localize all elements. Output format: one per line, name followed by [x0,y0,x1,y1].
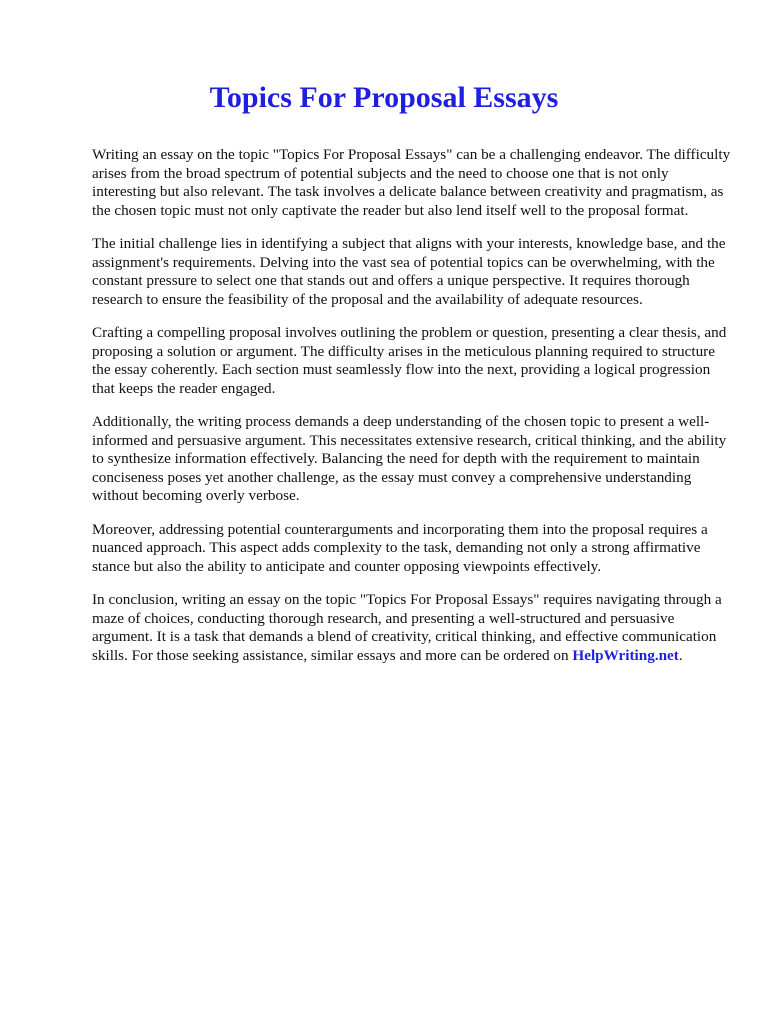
helpwriting-link[interactable]: HelpWriting.net [572,646,679,664]
paragraph-3: Crafting a compelling proposal involves outlining the problem or question, presenting a clear thesis, and proposing a solution or argument. The difficulty arises in the meticulous planning required to structure the essay coherently. Each section must seamlessly flow into the next, providing a logical progression that keeps the reader engaged. [92,324,727,397]
paragraph-4: Additionally, the writing process demands a deep understanding of the chosen topic to present a well-informed and persuasive argument. This necessitates extensive research, critical thinking, and the ability to synthesize information effectively. Balancing the need for depth with the requirement to maintain conciseness poses yet another challenge, as the essay must convey a comprehensive understanding without becoming overly verbose. [92,413,727,504]
document-body [92,146,732,680]
paragraph-2: The initial challenge lies in identifying a subject that aligns with your interests, knowledge base, and the assignment's requirements. Delving into the vast sea of potential topics can be overwhelming, with the constant pressure to select one that stands out and offers a unique perspective. It requires thorough research to ensure the feasibility of the proposal and the availability of adequate resources. [92,235,726,308]
paragraph-1: Writing an essay on the topic "Topics For Proposal Essays" can be a challenging endeavor. The difficulty arises from the broad spectrum of potential subjects and the need to choose one that is not only interesting but also relevant. The task involves a delicate balance between creativity and pragmatism, as the chosen topic must not only captivate the reader but also lend itself well to the proposal format. [92,146,731,219]
paragraph-conclusion [92,591,732,665]
conclusion-trailing: . [678,646,683,664]
paragraph-5: Moreover, addressing potential counterarguments and incorporating them into the proposal requires a nuanced approach. This aspect adds complexity to the task, demanding not only a strong affirmative stance but also the ability to anticipate and counter opposing viewpoints effectively. [92,520,708,575]
conclusion-text: In conclusion, writing an essay on the topic "Topics For Proposal Essays" requires navigating through a maze of choices, conducting thorough research, and presenting a well-structured and persuasive argument. It is a task that demands a blend of creativity, critical thinking, and effective communication skills. For those seeking assistance, similar essays and more can be ordered on [92,591,722,664]
page-title: Topics For Proposal Essays [209,81,559,114]
